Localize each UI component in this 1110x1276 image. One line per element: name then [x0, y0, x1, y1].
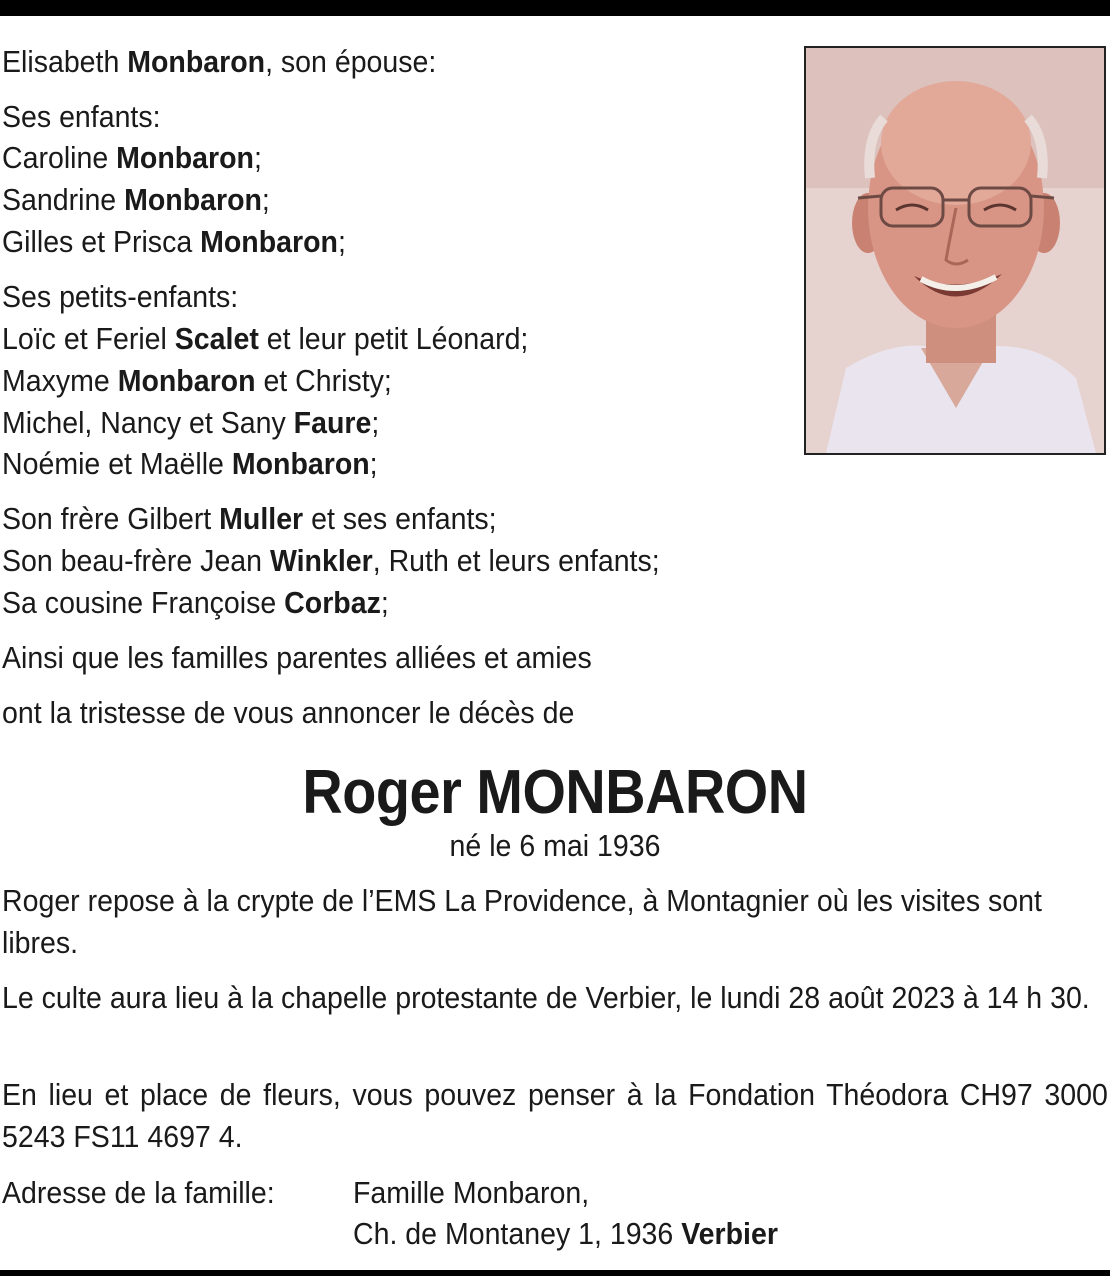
- grandchild-line: Noémie et Maëlle Monbaron;: [2, 446, 378, 481]
- address-line-1: Famille Monbaron,: [353, 1175, 590, 1210]
- relative-line: Sa cousine Françoise Corbaz;: [2, 585, 389, 620]
- deceased-name: Roger MONBARON: [302, 758, 808, 827]
- grandchildren-heading: Ses petits-enfants:: [2, 279, 239, 314]
- grandchild-line: Maxyme Monbaron et Christy;: [2, 363, 392, 398]
- address-label: Adresse de la famille:: [2, 1175, 275, 1210]
- portrait-photo: [804, 46, 1106, 455]
- address-line-2: Ch. de Montaney 1, 1936 Verbier: [353, 1216, 778, 1251]
- child-line: Caroline Monbaron;: [2, 140, 262, 175]
- announcement-line: ont la tristesse de vous annoncer le décès de: [2, 695, 575, 730]
- relative-line: Son frère Gilbert Muller et ses enfants;: [2, 501, 497, 536]
- donation-paragraph: En lieu et place de fleurs, vous pouvez penser à la Fondation Théodora CH97 3000 5243 FS11 4697 4.: [2, 1077, 1108, 1154]
- top-rule: [0, 0, 1110, 16]
- spouse-line: Elisabeth Monbaron, son épouse:: [2, 44, 437, 79]
- child-line: Sandrine Monbaron;: [2, 182, 270, 217]
- families-line: Ainsi que les familles parentes alliées et amies: [2, 640, 592, 675]
- relative-line: Son beau-frère Jean Winkler, Ruth et leurs enfants;: [2, 543, 660, 578]
- bottom-rule: [0, 1270, 1110, 1276]
- portrait-illustration: [806, 48, 1104, 453]
- child-line: Gilles et Prisca Monbaron;: [2, 224, 346, 259]
- birth-date: né le 6 mai 1936: [449, 828, 661, 863]
- rest-paragraph: Roger repose à la crypte de l’EMS La Providence, à Montagnier où les visites sont libres.: [2, 883, 1042, 960]
- grandchild-line: Loïc et Feriel Scalet et leur petit Léonard;: [2, 321, 529, 356]
- service-paragraph: Le culte aura lieu à la chapelle protestante de Verbier, le lundi 28 août 2023 à 14 h 30.: [2, 980, 1090, 1015]
- grandchild-line: Michel, Nancy et Sany Faure;: [2, 405, 380, 440]
- children-heading: Ses enfants:: [2, 99, 161, 134]
